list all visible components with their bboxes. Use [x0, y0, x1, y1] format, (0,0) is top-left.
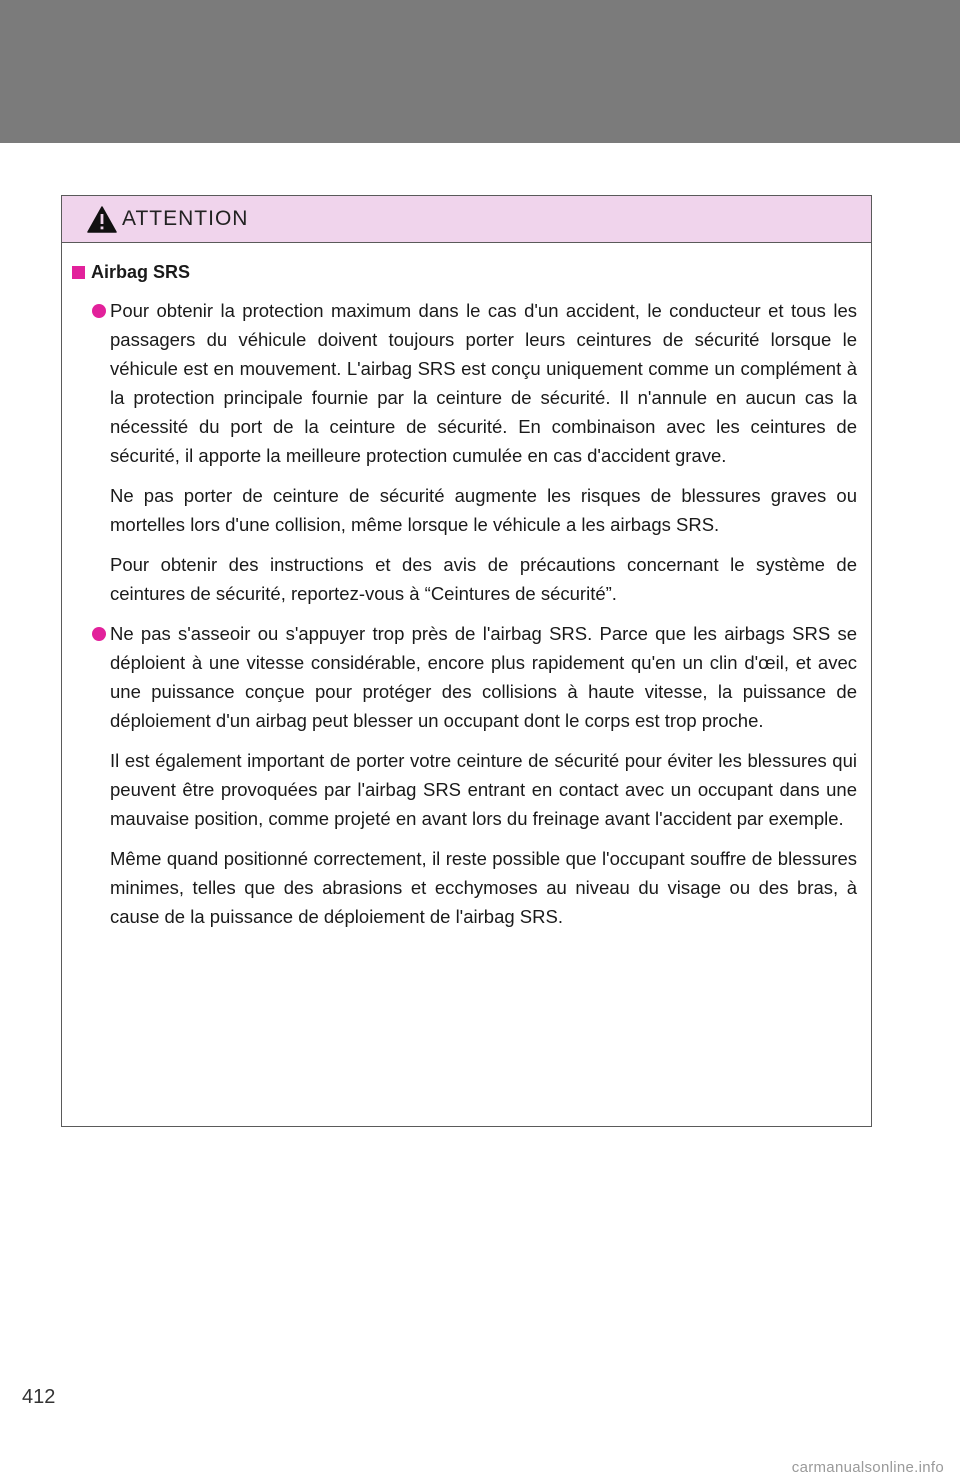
- caution-title: ATTENTION: [122, 207, 249, 230]
- paragraph: Ne pas porter de ceinture de sécurité augmente les risques de blessures graves ou mortelles lors d'une collision, même lorsque le véhicule a les airbags SRS.: [110, 485, 857, 535]
- header-band: [0, 0, 960, 143]
- paragraph: Ne pas s'asseoir ou s'appuyer trop près de l'airbag SRS. Parce que les airbags SRS se déploient à une vitesse considérable, encore plus rapidement qu'en un clin d'œil, et avec une puissance conçue pour protéger des collisions à haute vitesse, la puissance de déploiement d'un airbag peut blesser un occupant dont le corps est trop proche.: [110, 623, 857, 731]
- paragraph: Pour obtenir des instructions et des avis de précautions concernant le système de ceintures de sécurité, reportez-vous à “Ceintures de sécurité”.: [110, 554, 857, 604]
- caution-header: [62, 196, 871, 243]
- bullet-item: [72, 296, 857, 608]
- bullet-dot-icon: [92, 627, 106, 641]
- section-title: Airbag SRS: [91, 262, 191, 282]
- bullet-item: [72, 619, 857, 931]
- paragraph: Il est également important de porter votre ceinture de sécurité pour éviter les blessures qui peuvent être provoquées par l'airbag SRS entrant en contact avec un occupant dans une mauvaise position, comme projeté en avant lors du freinage avant l'accident par exemple.: [110, 750, 857, 829]
- paragraph: Même quand positionné correctement, il reste possible que l'occupant souffre de blessures minimes, telles que des abrasions et ecchymoses au niveau du visage ou des bras, à cause de la puissance de déploiement de l'airbag SRS.: [110, 848, 857, 927]
- square-bullet-icon: [72, 266, 85, 279]
- warning-triangle-icon: [87, 206, 117, 233]
- section-heading: [72, 257, 857, 287]
- paragraph: Pour obtenir la protection maximum dans le cas d'un accident, le conducteur et tous les passagers du véhicule doivent toujours porter leurs ceintures de sécurité lorsque le véhicule est en mouvement. L'airbag SRS est conçu uniquement comme un complément à la protection principale fournie par la ceinture de sécurité. Il n'annule en aucun cas la nécessité du port de la ceinture de sécurité. En combinaison avec les ceintures de sécurité, il apporte la meilleure protection cumulée en cas d'accident grave.: [110, 300, 857, 466]
- caution-body: [62, 243, 871, 931]
- bullet-dot-icon: [92, 304, 106, 318]
- caution-box: [61, 195, 872, 1127]
- page-number: 412: [22, 1386, 56, 1408]
- watermark[interactable]: carmanualsonline.info: [791, 1459, 944, 1476]
